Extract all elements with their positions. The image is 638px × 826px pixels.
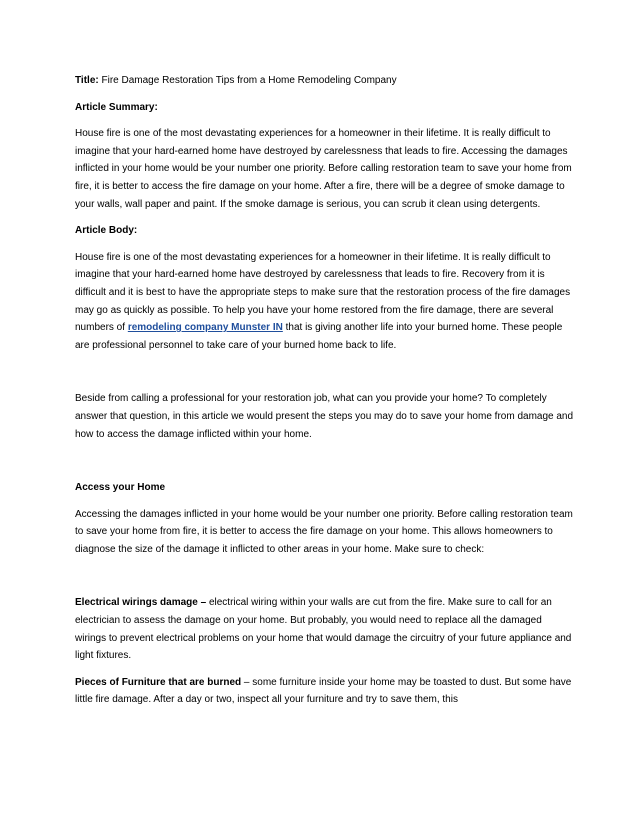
body-paragraph — [75, 249, 575, 355]
title-line — [75, 72, 575, 90]
body-text-after-link: that is giving another life into your burned home. These people are professional personnel to take care of your burned home back to life. — [75, 322, 563, 351]
electrical-item — [75, 594, 575, 664]
summary-paragraph: House fire is one of the most devastating experiences for a homeowner in their lifetime. It is really difficult to imagine that your hard-earned home have destroyed by carelessness that leads to fire. Accessing the damages inflicted in your home would be your number one priority. Before calling restoration team to save your home from fire, it is better to access the fire damage on your home. After a fire, there will be a degree of smoke damage to your walls, wall paper and paint. If the smoke damage is serious, you can scrub it clean using detergents. — [75, 128, 572, 210]
furniture-item — [75, 674, 575, 709]
summary-heading: Article Summary: — [75, 101, 158, 113]
furniture-label: Pieces of Furniture that are burned — [75, 676, 242, 688]
remodeling-company-link[interactable]: remodeling company Munster IN — [127, 322, 283, 334]
access-heading: Access your Home — [75, 482, 166, 494]
body-text-before-link: House fire is one of the most devastating experiences for a homeowner in their lifetime. It is really difficult to imagine that your hard-earned home have destroyed by carelessness that leads to fire. Recovery from it is difficult and it is best to have the appropriate steps to make sure that the restoration process of the fire damages may go as quickly as possible. To help you have your home restored from the fire damage, there are several numbers of — [75, 251, 571, 334]
electrical-text: electrical wiring within your walls are cut from the fire. Make sure to call for an electrician to assess the damage on your home. But probably, you would need to replace all the damaged wirings to prevent electrical problems on your home that would damage the circuitry of your future appliance and light fixtures. — [75, 597, 572, 662]
electrical-label: Electrical wirings damage – — [75, 597, 207, 609]
title-text: Fire Damage Restoration Tips from a Home Remodeling Company — [98, 75, 397, 86]
intro-paragraph: Beside from calling a professional for your restoration job, what can you provide your home? To completely answer that question, in this article we would present the steps you may do to save your home from damage and how to access the damage inflicted within your home. — [75, 393, 574, 440]
document-content — [75, 72, 575, 709]
title-label: Title: — [75, 75, 99, 86]
access-paragraph: Accessing the damages inflicted in your home would be your number one priority. Before calling restoration team to save your home from fire, it is better to access the fire damage on your home. This allows homeowners to diagnose the size of the damage it inflicted to other areas in your home. Make sure to check: — [75, 508, 573, 555]
furniture-text: – some furniture inside your home may be toasted to dust. But some have little fire damage. After a day or two, inspect all your furniture and try to save them, this — [75, 676, 572, 706]
body-heading: Article Body: — [75, 225, 138, 237]
